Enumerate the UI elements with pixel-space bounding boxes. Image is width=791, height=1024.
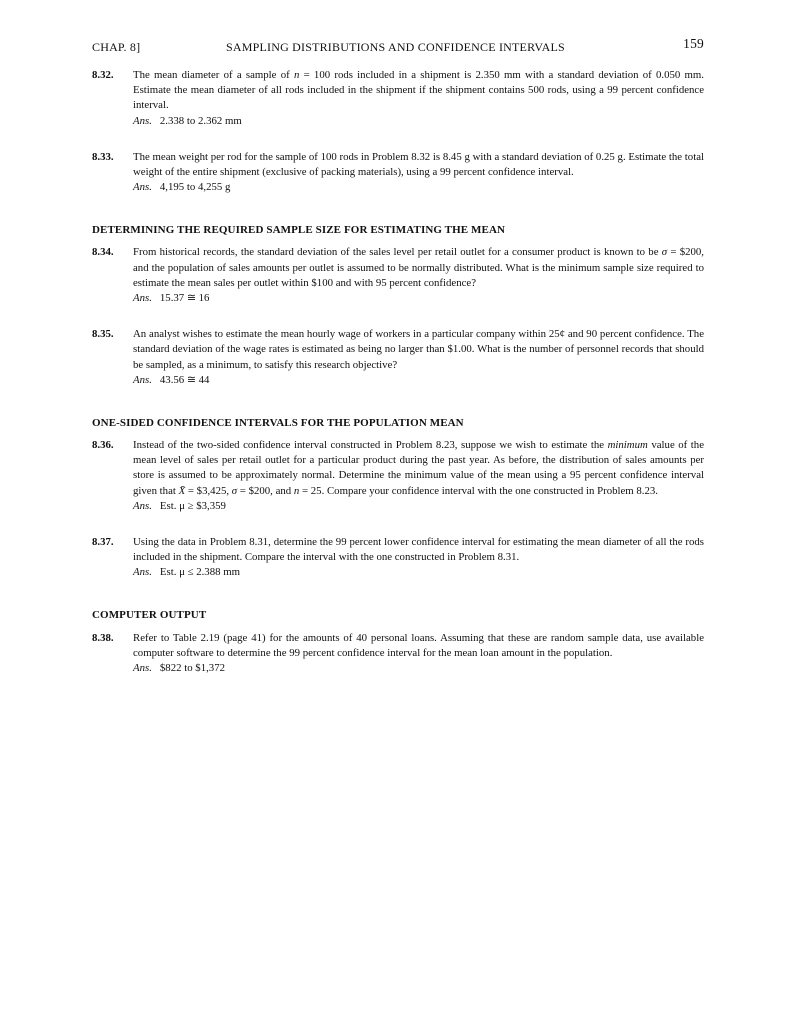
header-title: SAMPLING DISTRIBUTIONS AND CONFIDENCE INTERVALS [226,40,565,54]
problem-text: Using the data in Problem 8.31, determine the 99 percent lower confidence interval for estimating the mean diameter of all the rods included in the shipment. Compare the interval with the one constructed in Problem 8.31. [133,536,704,564]
problem-text: The mean weight per rod for the sample of 100 rods in Problem 8.32 is 8.45 g with a standard deviation of 0.25 g. Estimate the total weight of the entire shipment (exclusive of packing materials), using a 99 percent confidence interval. [133,150,704,179]
section-heading-sample-size: DETERMINING THE REQUIRED SAMPLE SIZE FOR ESTIMATING THE MEAN [92,224,506,237]
problem-text: An analyst wishes to estimate the mean hourly wage of workers in a particular company within 25¢ and 90 percent confidence. The standard deviation of the wage rates is estimated as being no larger than $1.00. What is the number of personnel records that should be sampled, as a minimum, to satisfy this research objective? [133,328,704,371]
running-header [92,34,704,54]
problem-8-32 [92,68,704,129]
problem-8-38 [92,631,704,677]
problem-8-35 [92,327,704,388]
problem-text: The mean diameter of a sample of n = 100 rods included in a shipment is 2.350 mm with a standard deviation of 0.050 mm. Estimate the mean diameter of all rods included in the shipment if the shipment contains 500 rods, using a 99 percent confidence interval. [133,69,704,112]
problem-text: From historical records, the standard deviation of the sales level per retail outlet for a consumer product is known to be σ = $200, and the population of sales amounts per outlet is assumed to be normally distributed. What is the minimum sample size required to estimate the mean sales per outlet within $100 and with 95 percent confidence? [133,246,705,289]
answer: Ans. Est. μ ≤ 2.388 mm [133,566,241,579]
section-heading-computer-output: COMPUTER OUTPUT [92,608,207,621]
problem-number: 8.33. [92,150,114,163]
problem-number: 8.37. [92,536,114,549]
answer: Ans. 4,195 to 4,255 g [133,181,231,194]
problem-text: Refer to Table 2.19 (page 41) for the amounts of 40 personal loans. Assuming that these are random sample data, use available computer software to determine the 99 percent confidence interval for the mean loan amount in the population. [133,631,704,659]
problem-number: 8.38. [92,631,114,644]
answer: Ans. $822 to $1,372 [133,662,225,675]
page [92,34,704,676]
section-heading-one-sided: ONE-SIDED CONFIDENCE INTERVALS FOR THE POPULATION MEAN [92,417,464,430]
answer: Ans. 43.56 ≅ 44 [133,373,210,386]
answer: Ans. 2.338 to 2.362 mm [133,114,242,127]
answer: Ans. Est. μ ≥ $3,359 [133,499,226,512]
problem-number: 8.34. [92,246,114,259]
chapter-label: CHAP. 8] [92,40,141,54]
problem-text: Instead of the two-sided confidence interval constructed in Problem 8.23, suppose we wish to estimate the minimum value of the mean level of sales per retail outlet for a particular product during the past year. As before, the distribution of sales amounts per store is assumed to be approximately normal. Determine the minimum value of the mean using a 95 percent confidence interval given that X̄ = $3,425, σ = $200, and n = 25. Compare your confidence interval with the one constructed in Problem 8.23. [133,439,704,497]
answer: Ans. 15.37 ≅ 16 [133,292,210,305]
page-number: 159 [683,36,704,51]
problem-8-37 [92,535,704,581]
problem-number: 8.36. [92,439,114,452]
problem-8-36 [92,438,704,514]
problem-number: 8.32. [92,69,114,81]
problem-8-34 [92,245,704,306]
problem-8-33 [92,150,704,196]
problem-number: 8.35. [92,328,114,341]
